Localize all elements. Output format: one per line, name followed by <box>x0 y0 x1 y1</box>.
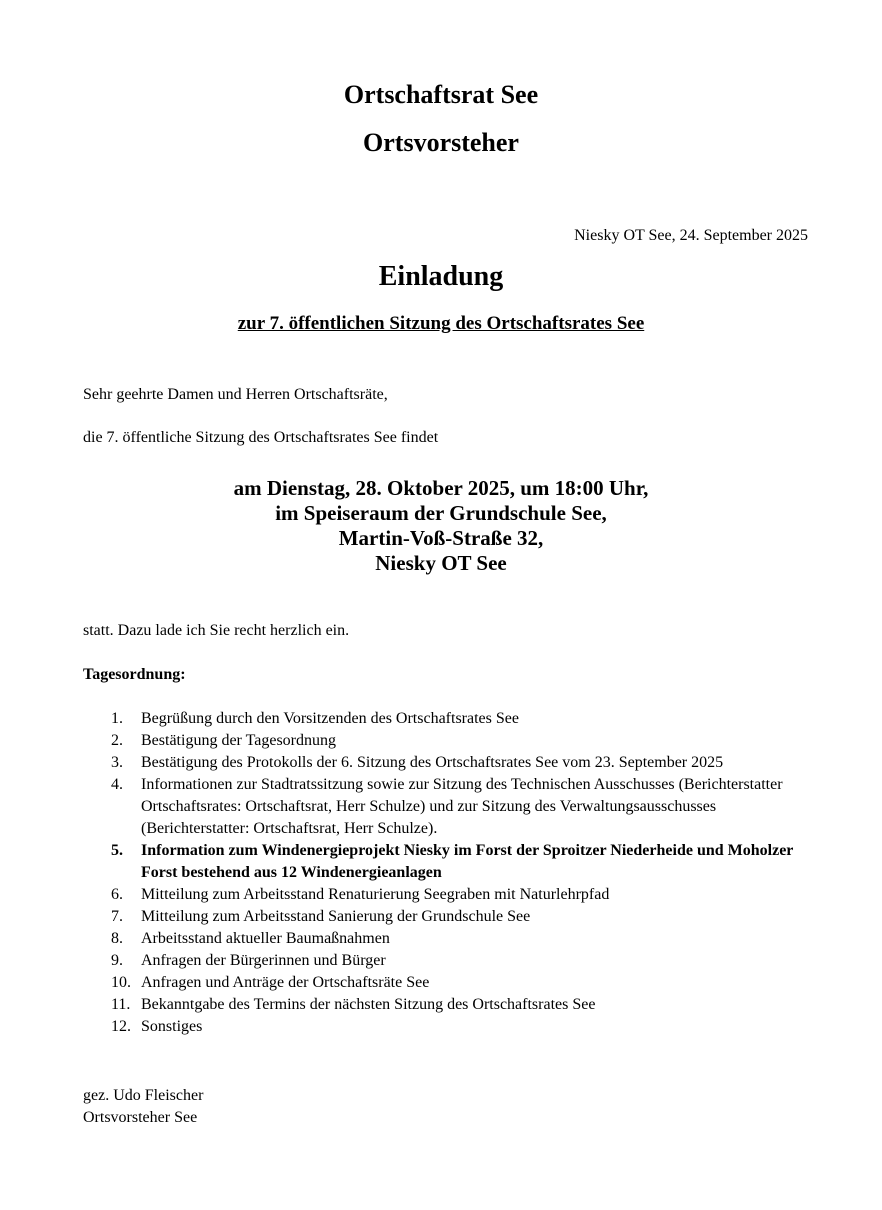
salutation: Sehr geehrte Damen und Herren Ortschaftsräte, <box>83 386 388 403</box>
agenda-item <box>83 994 823 1016</box>
agenda-text: Anfragen der Bürgerinnen und Bürger <box>141 952 386 969</box>
agenda-item <box>83 928 823 950</box>
agenda-item <box>83 708 823 730</box>
agenda-number: 11. <box>111 996 131 1013</box>
agenda-text: Arbeitsstand aktueller Baumaßnahmen <box>141 930 390 947</box>
agenda-text: Informationen zur Stadtratssitzung sowie zur Sitzung des Technischen Ausschusses (Berichterstatter Ortschaftsrates: Ortschaftsrat, Herr Schulze) und zur Sitzung des Verwaltungsausschusses (Berichterstatter: Ortschaftsrat, Herr Schulze). <box>141 776 783 837</box>
agenda-text: Begrüßung durch den Vorsitzenden des Ortschaftsrates See <box>141 710 519 727</box>
agenda-number: 8. <box>111 930 123 947</box>
org-heading: Ortschaftsrat See <box>343 80 539 109</box>
agenda-number: 1. <box>111 710 123 727</box>
agenda-item <box>83 730 823 752</box>
agenda-number: 3. <box>111 754 123 771</box>
agenda-number: 2. <box>111 732 123 749</box>
signature <box>83 1085 203 1129</box>
signature-role: Ortsvorsteher See <box>83 1109 198 1126</box>
meeting-line: am Dienstag, 28. Oktober 2025, um 18:00 Uhr, <box>233 476 649 500</box>
intro-text: die 7. öffentliche Sitzung des Ortschaftsrates See findet <box>83 429 439 446</box>
meeting-line: Niesky OT See <box>375 551 507 575</box>
agenda-heading: Tagesordnung: <box>83 666 186 683</box>
agenda-text: Anfragen und Anträge der Ortschaftsräte See <box>141 974 430 991</box>
agenda-item <box>83 752 823 774</box>
signature-name: gez. Udo Fleischer <box>83 1087 204 1104</box>
agenda-text: Mitteilung zum Arbeitsstand Sanierung der Grundschule See <box>141 908 531 925</box>
agenda-number: 9. <box>111 952 123 969</box>
meeting-line: Martin-Voß-Straße 32, <box>338 526 544 550</box>
agenda-number: 10. <box>111 974 131 991</box>
agenda-number: 6. <box>111 886 123 903</box>
date-line: Niesky OT See, 24. September 2025 <box>574 227 808 244</box>
agenda-number: 5. <box>111 842 123 859</box>
subtitle: zur 7. öffentlichen Sitzung des Ortschaftsrates See <box>237 313 645 334</box>
agenda-item <box>83 1016 823 1038</box>
agenda-text: Bestätigung der Tagesordnung <box>141 732 336 749</box>
agenda-text: Sonstiges <box>141 1018 203 1035</box>
agenda-item <box>83 884 823 906</box>
meeting-details <box>0 476 882 576</box>
agenda-item <box>83 950 823 972</box>
agenda-text: Information zum Windenergieprojekt Niesky im Forst der Sproitzer Niederheide und Moholzer Forst bestehend aus 12 Windenergieanlagen <box>141 842 794 881</box>
agenda-list <box>83 708 823 1038</box>
agenda-item <box>83 840 823 884</box>
agenda-item <box>83 972 823 994</box>
agenda-text: Mitteilung zum Arbeitsstand Renaturierung Seegraben mit Naturlehrpfad <box>141 886 610 903</box>
agenda-number: 12. <box>111 1018 131 1035</box>
agenda-text: Bekanntgabe des Termins der nächsten Sitzung des Ortschaftsrates See <box>141 996 596 1013</box>
agenda-text: Bestätigung des Protokolls der 6. Sitzung des Ortschaftsrates See vom 23. September 2025 <box>141 754 724 771</box>
agenda-number: 7. <box>111 908 123 925</box>
agenda-item <box>83 774 823 840</box>
meeting-line: im Speiseraum der Grundschule See, <box>275 501 607 525</box>
role-heading: Ortsvorsteher <box>363 128 519 157</box>
agenda-number: 4. <box>111 776 123 793</box>
closing-text: statt. Dazu lade ich Sie recht herzlich ein. <box>83 622 350 639</box>
page-title: Einladung <box>378 261 504 292</box>
agenda-item <box>83 906 823 928</box>
